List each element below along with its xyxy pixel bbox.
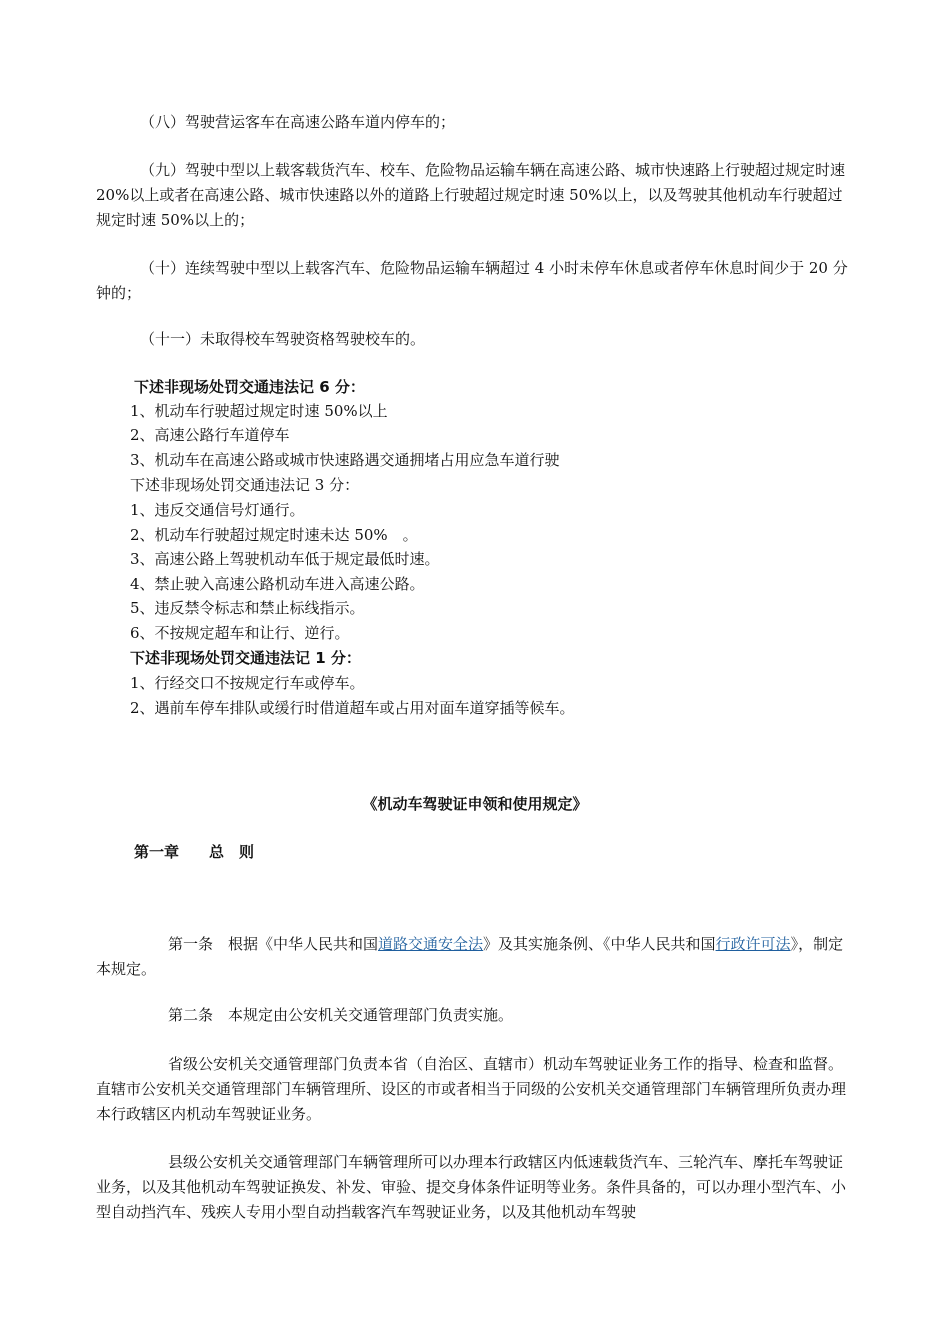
one-point-heading: 下述非现场处罚交通违法记 1 分：	[130, 649, 361, 667]
item-11: （十一）未取得校车驾驶资格驾驶校车的。	[140, 330, 426, 348]
three-points-item-3: 3、高速公路上驾驶机动车低于规定最低时速。	[130, 550, 440, 568]
road-traffic-safety-law-link[interactable]: 道路交通安全法	[378, 935, 484, 953]
article-2: 第二条 本规定由公安机关交通管理部门负责实施。	[168, 1006, 514, 1024]
article-1-text-b: 》及其实施条例、《中华人民共和国	[483, 935, 716, 953]
three-points-item-2: 2、机动车行驶超过规定时速未达 50% 。	[130, 526, 418, 544]
administrative-licensing-law-link[interactable]: 行政许可法	[715, 935, 791, 953]
three-points-item-4: 4、禁止驶入高速公路机动车进入高速公路。	[130, 575, 425, 593]
six-points-heading: 下述非现场处罚交通违法记 6 分：	[134, 378, 365, 396]
six-points-item-3: 3、机动车在高速公路或城市快速路遇交通拥堵占用应急车道行驶	[130, 451, 560, 469]
article-1-text-c: 》，制定本规定。	[96, 935, 844, 978]
item-9: （九）驾驶中型以上载客载货汽车、校车、危险物品运输车辆在高速公路、城市快速路上行驶超过规定时速 20%以上或者在高速公路、城市快速路以外的道路上行驶超过规定时速 50%以上，以及驾驶其他机动车行驶超过规定时速 50%以上的；	[96, 161, 846, 229]
article-1	[96, 932, 856, 982]
item-8: （八）驾驶营运客车在高速公路车道内停车的；	[140, 113, 456, 131]
one-point-item-1: 1、行经交口不按规定行车或停车。	[130, 674, 365, 692]
provincial-paragraph: 省级公安机关交通管理部门负责本省（自治区、直辖市）机动车驾驶证业务工作的指导、检查和监督。直辖市公安机关交通管理部门车辆管理所、设区的市或者相当于同级的公安机关交通管理部门车辆管理所负责办理本行政辖区内机动车驾驶证业务。	[96, 1055, 847, 1123]
article-1-text-a: 第一条 根据《中华人民共和国	[168, 935, 379, 953]
item-10: （十）连续驾驶中型以上载客汽车、危险物品运输车辆超过 4 小时未停车休息或者停车休息时间少于 20 分钟的；	[96, 259, 848, 302]
chapter-heading: 第一章 总 则	[134, 843, 255, 861]
three-points-item-6: 6、不按规定超车和让行、逆行。	[130, 624, 350, 642]
county-paragraph: 县级公安机关交通管理部门车辆管理所可以办理本行政辖区内低速载货汽车、三轮汽车、摩托车驾驶证业务，以及其他机动车驾驶证换发、补发、审验、提交身体条件证明等业务。条件具备的，可以办理小型汽车、小型自动挡汽车、残疾人专用小型自动挡载客汽车驾驶证业务，以及其他机动车驾驶	[96, 1153, 847, 1221]
six-points-item-2: 2、高速公路行车道停车	[130, 426, 290, 444]
one-point-item-2: 2、遇前车停车排队或缓行时借道超车或占用对面车道穿插等候车。	[130, 699, 575, 717]
three-points-item-1: 1、违反交通信号灯通行。	[130, 501, 305, 519]
three-points-heading: 下述非现场处罚交通违法记 3 分：	[130, 476, 360, 494]
three-points-item-5: 5、违反禁令标志和禁止标线指示。	[130, 599, 365, 617]
regulation-title: 《机动车驾驶证申领和使用规定》	[362, 795, 588, 813]
six-points-item-1: 1、机动车行驶超过规定时速 50%以上	[130, 402, 388, 420]
